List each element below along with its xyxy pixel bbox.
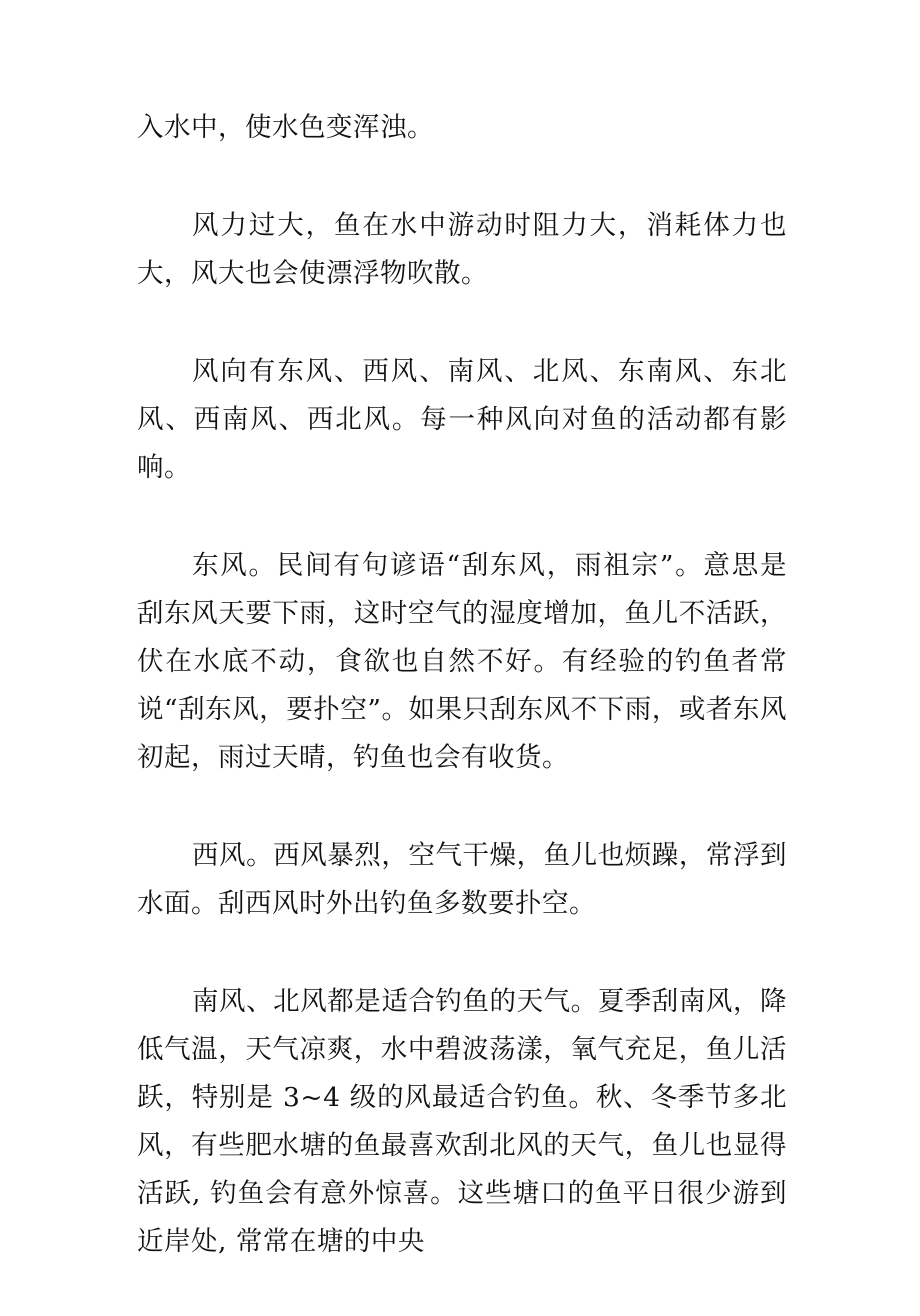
paragraph-east-wind: 东风。民间有句谚语“刮东风，雨祖宗”。意思是刮东风天要下雨，这时空气的湿度增加，鱼儿不活跃，伏在水底不动，食欲也自然不好。有经验的钓鱼者常说“刮东风，要扑空”。如果只刮东风不下雨，或者东风初起，雨过天晴，钓鱼也会有收货。 bbox=[137, 550, 787, 773]
paragraph-wind-directions: 风向有东风、西风、南风、北风、东南风、东北风、西南风、西北风。每一种风向对鱼的活动都有影响。 bbox=[137, 356, 787, 483]
document-body bbox=[137, 104, 787, 1316]
paragraph-wind-force: 风力过大，鱼在水中游动时阻力大，消耗体力也大，风大也会使漂浮物吹散。 bbox=[137, 210, 787, 289]
paragraph-continuation: 入水中，使水色变浑浊。 bbox=[137, 112, 434, 143]
paragraph-south-north-wind: 南风、北风都是适合钓鱼的天气。夏季刮南风，降低气温，天气凉爽，水中碧波荡漾，氧气充足，鱼儿活跃，特别是 3~4 级的风最适合钓鱼。秋、冬季节多北风，有些肥水塘的鱼最喜欢刮北风的天气，鱼儿也显得活跃, 钓鱼会有意外惊喜。这些塘口的鱼平日很少游到近岸处, 常常在塘的中央 bbox=[137, 986, 787, 1257]
paragraph-west-wind: 西风。西风暴烈，空气干燥，鱼儿也烦躁，常浮到水面。刮西风时外出钓鱼多数要扑空。 bbox=[137, 840, 787, 919]
